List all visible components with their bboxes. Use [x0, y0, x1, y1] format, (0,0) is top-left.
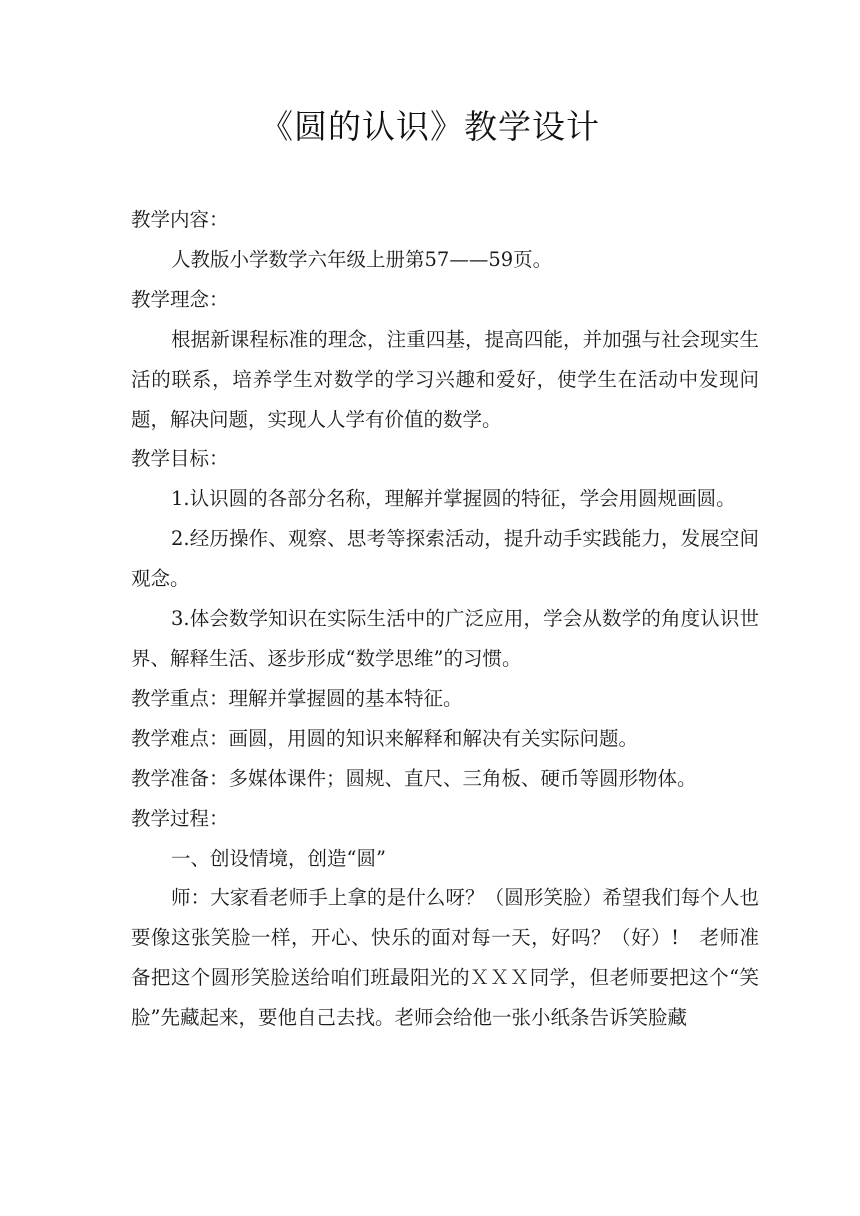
- section-one-title: 一、创设情境，创造“圆”: [171, 846, 386, 870]
- teaching-preparation: 教学准备：多媒体课件；圆规、直尺、三角板、硬币等圆形物体。: [131, 766, 697, 790]
- document-title: 《圆的认识》教学设计: [260, 107, 600, 146]
- objective-item: 3.体会数学知识在实际生活中的广泛应用，学会从数学的角度认识世界、解释生活、逐步形成“数学思维”的习惯。: [131, 607, 759, 670]
- teaching-philosophy-text: 根据新课程标准的理念，注重四基，提高四能，并加强与社会现实生活的联系，培养学生对数学的学习兴趣和爱好，使学生在活动中发现问题，解决问题，实现人人学有价值的数学。: [131, 327, 759, 431]
- teaching-objectives-heading: 教学目标：: [131, 447, 229, 471]
- objective-item: 2.经历操作、观察、思考等探索活动，提升动手实践能力，发展空间观念。: [131, 527, 759, 591]
- section-one-text: 师：大家看老师手上拿的是什么呀？（圆形笑脸）希望我们每个人也要像这张笑脸一样，开心、快乐的面对每一天，好吗？（好）! 老师准备把这个圆形笑脸送给咱们班最阳光的ＸＸＸ同学，但老师要把这个“笑脸”先藏起来，要他自己去找。老师会给他一张小纸条告诉笑脸藏: [131, 886, 759, 1030]
- teaching-philosophy-heading: 教学理念：: [131, 287, 229, 311]
- teaching-content-text: 人教版小学数学六年级上册第57——59页。: [171, 247, 553, 271]
- document-body: [131, 200, 759, 1038]
- teaching-content-heading: 教学内容：: [131, 208, 229, 231]
- teaching-key-point: 教学重点：理解并掌握圆的基本特征。: [131, 686, 463, 710]
- objective-item: 1.认识圆的各部分名称，理解并掌握圆的特征，学会用圆规画圆。: [171, 487, 736, 511]
- teaching-difficulty: 教学难点：画圆，用圆的知识来解释和解决有关实际问题。: [131, 726, 639, 750]
- teaching-process-heading: 教学过程：: [131, 806, 229, 830]
